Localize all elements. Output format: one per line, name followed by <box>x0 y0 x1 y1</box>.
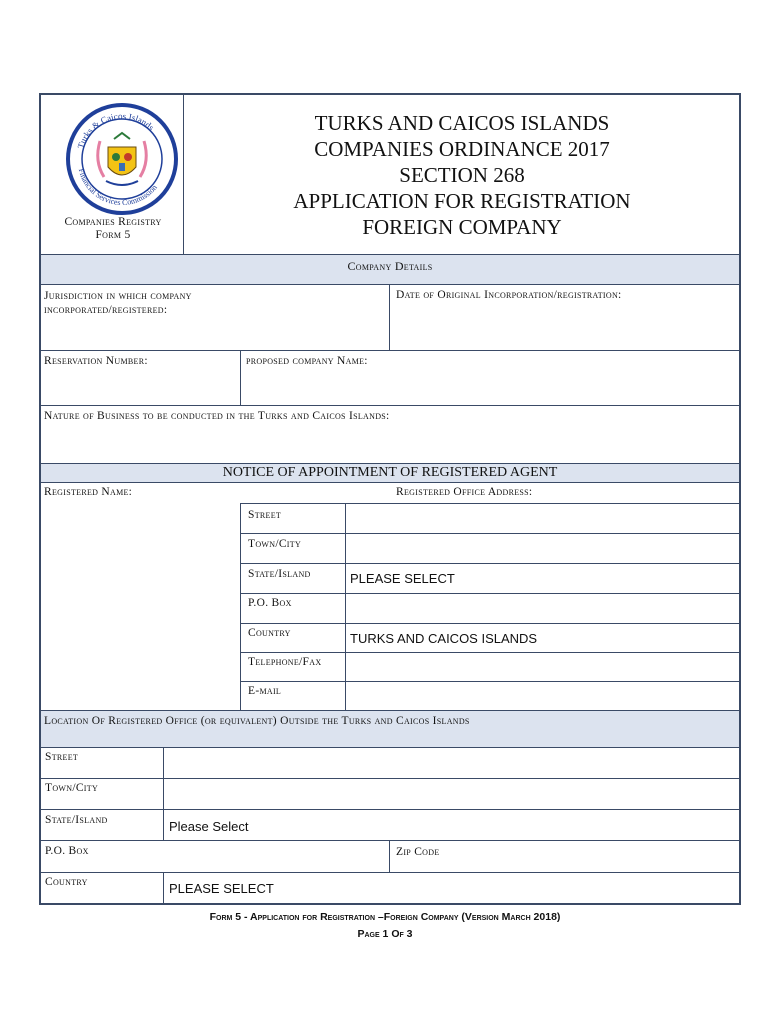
agent-telephone-input[interactable] <box>347 654 739 680</box>
location-pobox-label: P.O. Box <box>45 845 89 857</box>
svg-text:Turks & Caicos Islands: Turks & Caicos Islands <box>75 110 157 150</box>
agent-state-label: State/Island <box>248 568 311 580</box>
proposed-name-field[interactable] <box>246 355 736 367</box>
jurisdiction-label-cont: incorporated/registered: <box>44 304 168 316</box>
location-country-label: Country <box>45 876 88 888</box>
form-title <box>184 110 740 240</box>
agent-town-label: Town/City <box>248 538 302 550</box>
agent-state-select[interactable]: PLEASE SELECT <box>350 571 455 586</box>
agent-street-input[interactable] <box>347 505 739 532</box>
incorporation-date-field[interactable] <box>396 289 738 301</box>
location-pobox-input[interactable] <box>120 842 387 871</box>
nature-of-business-label: Nature of Business to be conducted in the Turks and Caicos Islands: <box>44 410 390 422</box>
title-line: TURKS AND CAICOS ISLANDS <box>314 111 610 135</box>
agent-heading: NOTICE OF APPOINTMENT OF REGISTERED AGENT <box>222 465 558 480</box>
incorporation-date-label: Date of Original Incorporation/registration: <box>396 289 622 301</box>
agent-pobox-input[interactable] <box>347 595 739 622</box>
jurisdiction-field[interactable] <box>44 289 384 317</box>
agent-pobox-label: P.O. Box <box>248 597 292 609</box>
location-heading: Location Of Registered Office (or equivalent) Outside the Turks and Caicos Islands <box>44 715 470 727</box>
location-street-input[interactable] <box>165 749 739 777</box>
title-line: COMPANIES ORDINANCE 2017 <box>314 137 610 161</box>
footer-form-version <box>0 911 770 923</box>
location-state-select[interactable]: Please Select <box>169 819 249 834</box>
agent-country-label: Country <box>248 627 291 639</box>
registered-name-label: Registered Name: <box>44 486 133 498</box>
agent-country-input[interactable]: TURKS AND CAICOS ISLANDS <box>350 631 538 646</box>
title-line: APPLICATION FOR REGISTRATION <box>293 189 631 213</box>
agent-street-label: Street <box>248 509 282 521</box>
title-line: SECTION 268 <box>399 163 525 187</box>
location-town-input[interactable] <box>165 780 739 808</box>
reservation-number-field[interactable] <box>44 355 234 367</box>
location-zip-input[interactable] <box>470 842 739 871</box>
footer-page-number <box>0 928 770 940</box>
companies-registry-label: Companies Registry <box>64 216 162 228</box>
location-state-label: State/Island <box>45 814 108 826</box>
footer-line-1: Form 5 - Application for Registration –Foreign Company (Version March 2018) <box>209 911 561 923</box>
nature-of-business-field[interactable] <box>44 410 734 422</box>
proposed-name-label: proposed company Name: <box>246 355 368 367</box>
footer-line-2: Page 1 Of 3 <box>357 928 413 940</box>
tci-fsc-seal-logo <box>64 101 180 217</box>
svg-text:Financial Services Commission: Financial Services Commission <box>76 167 159 208</box>
agent-telephone-label: Telephone/Fax <box>248 656 322 668</box>
location-town-label: Town/City <box>45 782 99 794</box>
form-number-label: Form 5 <box>95 229 131 241</box>
location-street-label: Street <box>45 751 79 763</box>
reservation-number-label: Reservation Number: <box>44 355 148 367</box>
location-country-select[interactable]: PLEASE SELECT <box>169 881 274 896</box>
title-line: FOREIGN COMPANY <box>362 215 562 239</box>
agent-town-input[interactable] <box>347 535 739 562</box>
agent-email-input[interactable] <box>347 683 739 709</box>
registered-office-address-label: Registered Office Address: <box>396 486 533 498</box>
jurisdiction-label: Jurisdiction in which company <box>44 290 192 302</box>
agent-email-label: E-mail <box>248 685 282 697</box>
location-zip-label: Zip Code <box>396 846 440 858</box>
company-details-heading: Company Details <box>347 259 433 273</box>
